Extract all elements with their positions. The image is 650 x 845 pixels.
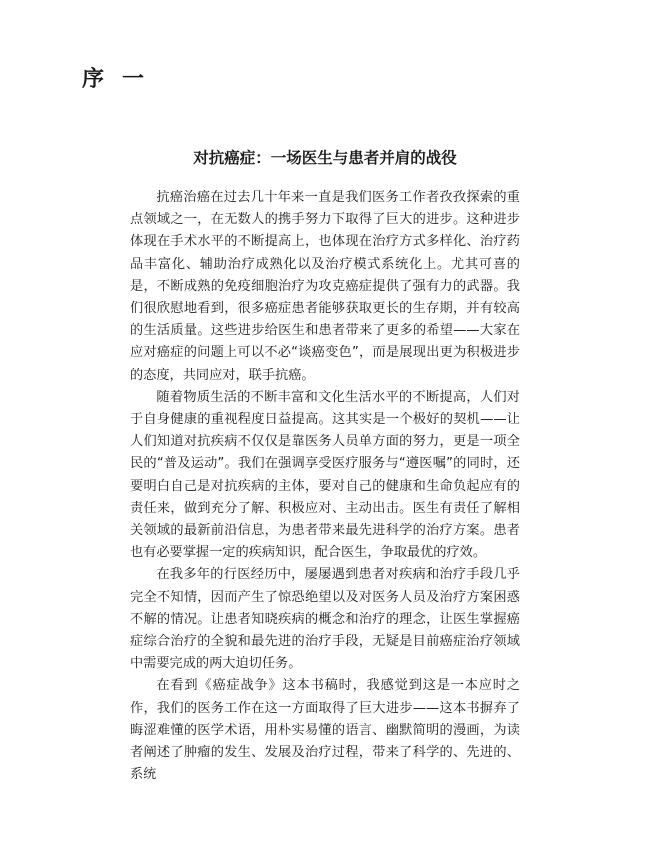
paragraph-2: 随着物质生活的不断丰富和文化生活水平的不断提高，人们对于自身健康的重视程度日益提高。这其实是一个极好的契机——让人们知道对抗疾病不仅仅是靠医务人员单方面的努力，更是一项全民的“普及运动”。我们在强调享受医疗服务与“遵医嘱”的同时，还要明白自己是对抗疾病的主体，要对自己的健康和生命负起应有的责任来，做到充分了解、积极应对、主动出击。医生有责任了解相关领域的最新前沿信息，为患者带来最先进科学的治疗方案。患者也有必要掌握一定的疾病知识，配合医生，争取最优的疗效。 bbox=[130, 389, 520, 561]
paragraph-4: 在看到《癌症战争》这本书稿时，我感觉到这是一本应时之作，我们的医务工作在这一方面取得了巨大进步——这本书摒弃了晦涩难懂的医学术语，用朴实易懂的语言、幽默简明的漫画，为读者阐述了肿瘤的发生、发展及治疗过程，带来了科学的、先进的、系统 bbox=[130, 678, 520, 783]
section-heading bbox=[82, 66, 144, 92]
article-body bbox=[130, 187, 520, 786]
article-title: 对抗癌症：一场医生与患者并肩的战役 bbox=[193, 149, 457, 167]
paragraph-1: 抗癌治癌在过去几十年来一直是我们医务工作者孜孜探索的重点领域之一，在无数人的携手努力下取得了巨大的进步。这种进步体现在手术水平的不断提高上，也体现在治疗方式多样化、治疗药品丰富化、辅助治疗成熟化以及治疗模式系统化上。尤其可喜的是，不断成熟的免疫细胞治疗为攻克癌症提供了强有力的武器。我们很欣慰地看到，很多癌症患者能够获取更长的生存期，并有较高的生活质量。这些进步给医生和患者带来了更多的希望——大家在应对癌症的问题上可以不必“谈癌变色”，而是展现出更为积极进步的态度，共同应对，联手抗癌。 bbox=[130, 190, 520, 383]
section-heading-right: 一 bbox=[122, 66, 145, 92]
paragraph-3: 在我多年的行医经历中，屡屡遇到患者对疾病和治疗手段几乎完全不知情，因而产生了惊恐绝望以及对医务人员及治疗方案困惑不解的情况。让患者知晓疾病的概念和治疗的理念，让医生掌握癌症综合治疗的全貌和最先进的治疗手段，无疑是目前癌症治疗领域中需要完成的两大迫切任务。 bbox=[130, 567, 520, 672]
section-heading-left: 序 bbox=[82, 66, 105, 92]
